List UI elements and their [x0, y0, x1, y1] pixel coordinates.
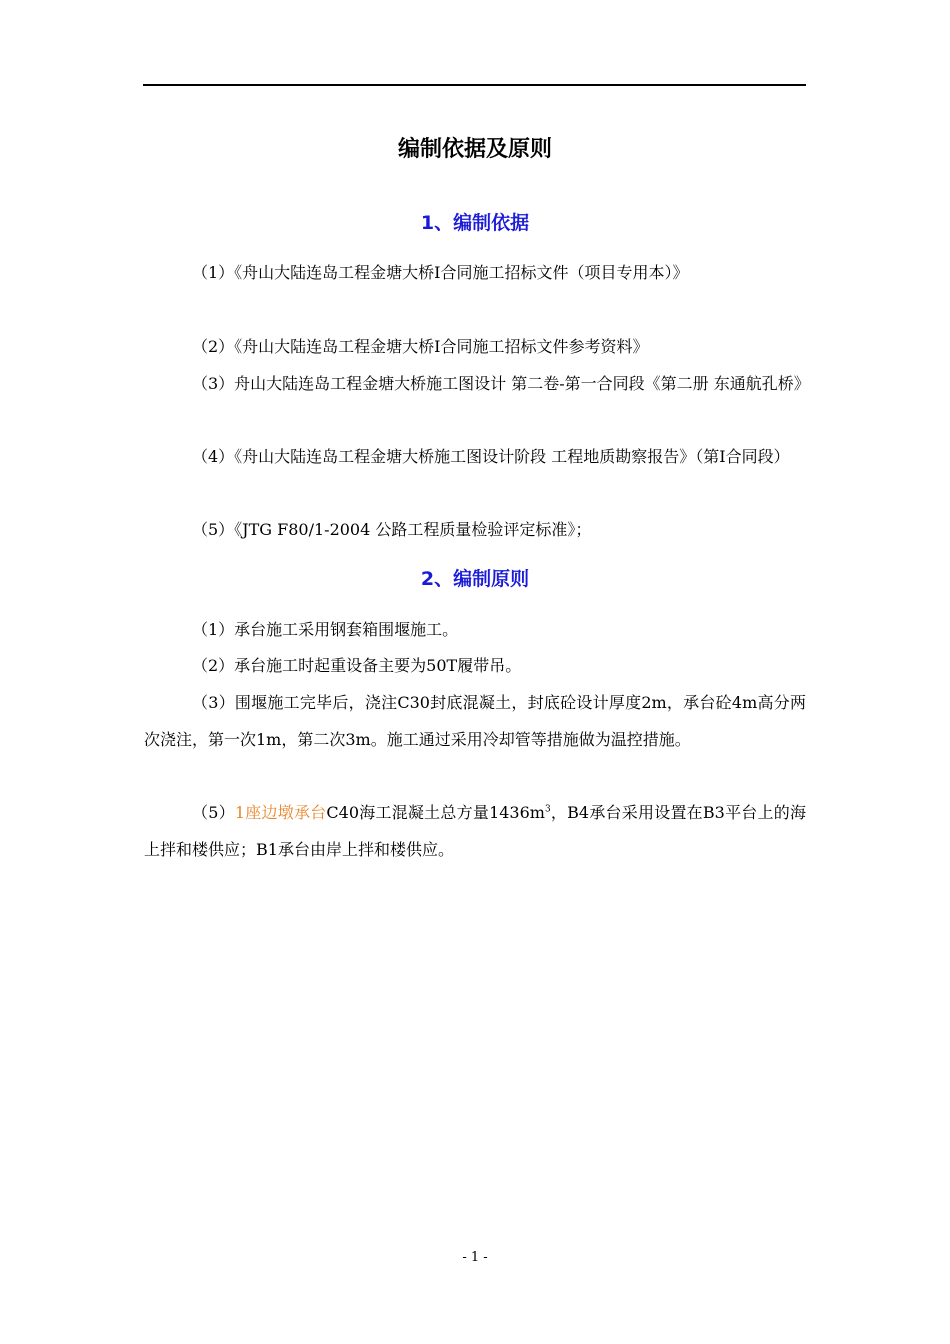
- principle-item-2: （2）承台施工时起重设备主要为50T履带吊。: [192, 656, 522, 675]
- principle-item-5: [144, 794, 806, 868]
- basis-item-3: （3）舟山大陆连岛工程金塘大桥施工图设计 第二卷-第一合同段《第二册 东通航孔桥》: [192, 374, 810, 393]
- header-rule: [143, 84, 806, 86]
- item5-prefix: （5）: [192, 803, 235, 822]
- basis-item-4: （4）《舟山大陆连岛工程金塘大桥施工图设计阶段 工程地质勘察报告》（第Ⅰ合同段）: [192, 447, 790, 466]
- basis-item-5: （5）《JTG F80/1-2004 公路工程质量检验评定标准》；: [192, 520, 592, 539]
- item5-middle: C40海工混凝土总方量1436m: [326, 803, 545, 822]
- page-number: - 1 -: [462, 1250, 488, 1265]
- page-title: 编制依据及原则: [397, 137, 552, 162]
- item5-suffix: ，B4承台采用设置在B3平台上的海上拌和楼供应；B1承台由岸上拌和楼供应。: [144, 803, 806, 859]
- section-heading-basis: 1、编制依据: [420, 212, 530, 234]
- section-heading-principles: 2、编制原则: [420, 568, 530, 590]
- item5-highlight: 1座边墩承台: [234, 803, 327, 822]
- principle-item-3: （3）围堰施工完毕后，浇注C30封底混凝土，封底砼设计厚度2m，承台砼4m高分两次浇注，第一次1m，第二次3m。施工通过采用冷却管等措施做为温控措施。: [144, 693, 806, 749]
- basis-item-2: （2）《舟山大陆连岛工程金塘大桥Ⅰ合同施工招标文件参考资料》: [192, 337, 649, 356]
- item5-sup: 3: [544, 804, 551, 815]
- principle-item-1: （1）承台施工采用钢套箱围堰施工。: [192, 620, 459, 639]
- basis-item-1: （1）《舟山大陆连岛工程金塘大桥Ⅰ合同施工招标文件（项目专用本）》: [192, 263, 689, 282]
